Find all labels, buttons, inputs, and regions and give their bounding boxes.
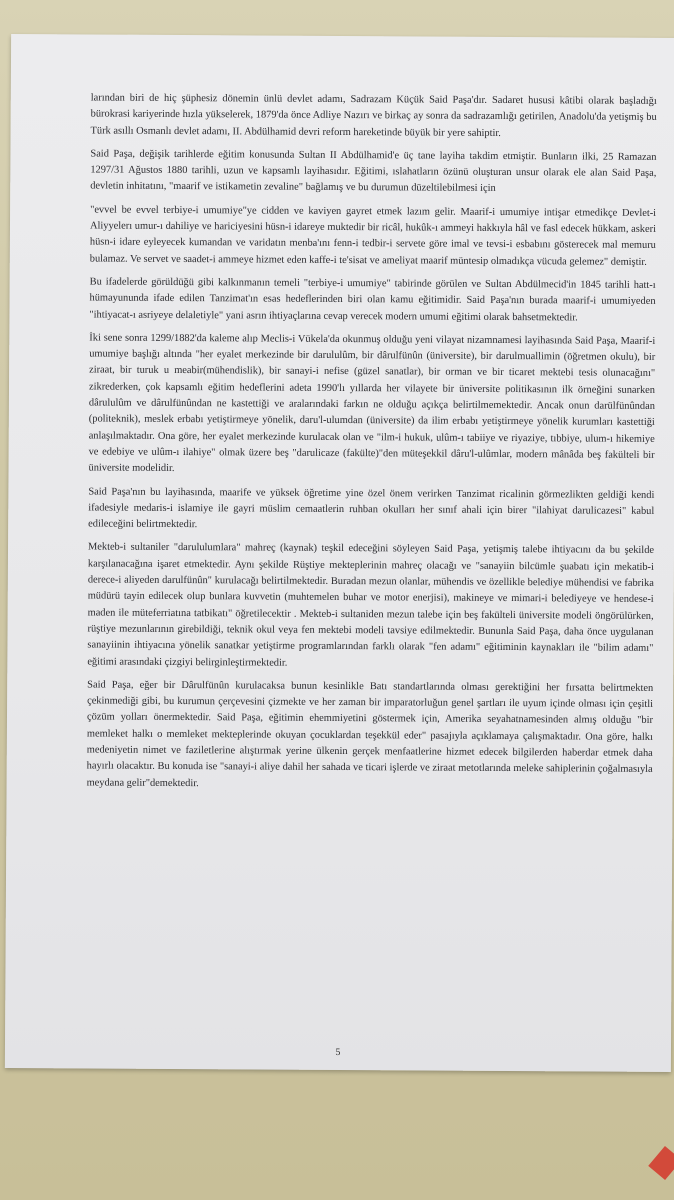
paragraph-1: larından biri de hiç şüphesiz dönemin ünlü devlet adamı, Sadrazam Küçük Said Paşa'dır. Sadaret hususi kâtibi olarak başladığı bürokrasi kariyerinde hızla yükselerek, 1879'da önce Adliye Nazırı ve birkaç ay sonra da sadrazamlığı getirilen, Anadolu'da yetişmiş bu Türk asıllı Osmanlı devlet adamı, II. Abdülhamid devri reform hareketinde büyük bir yere sahiptir.	[90, 92, 657, 139]
paragraph-4: Bu ifadelerde görüldüğü gibi kalkınmanın temeli "terbiye-i umumiye" tabirinde görülen ve Sultan Abdülmecid'in 1845 tarihli hatt-ı hümayununda ifade edilen Tanzimat'ın esas hedeflerinden biri olan kamu eğitimidir. Said Paşa'nın burada maarif-i umumiyeden "ihtiyacat-ı asriyeye delaletiyle" yani asrın ihtiyaçlarına cevap verecek modern umumi eğitimi olarak bahsetmektedir.	[89, 276, 656, 324]
paragraph-5: İki sene sonra 1299/1882'da kaleme alıp Meclis-i Vükela'da okunmuş olduğu yeni vilayat nizamnamesi layihasında Said Paşa, Maarif-i umumiye başlığı altında "her eyalet merkezinde bir darululûm, bir dârulfünûn (üniversite), bir darulmuallimin (öğretmen okulu), bir ziraat, bir turuk u meabir(mühendislik), bir sanayi-i nefise (güzel sanatlar), bir orman ve bir ticaret mektebi tesis olunacağını" zikrederken, çok kapsamlı eğitim hedeflerini adeta 1990'lı yıllarda her vilayete bir üniversite politikasının ilk örneğini sunarken dârululûm ve dârulfünûndan ne kastettiği ve aralarındaki farkın ne olduğu açıkça belirtilmemektedir. Ancak onun darülfünûndan (politeknik), meslek erbabı yetiştirmeye yönelik, daru'l-ulumdan (üniversite) da ilim erbabı yetiştirmeye yönelik kurumları kastettiği anlaşılmaktadır. Ona göre, her eyalet merkezinde kurulacak olan ve "ilm-i hukuk, ulûm-ı tabiiye ve riyaziye, tıbbiye, ulum-ı hikemiye ve edebiye ve ulûm-ı ilahiye" olmak üzere beş "darulicaze (fakülte)"den müteşekkil dâru'l-ulûmlar, modern mânâda beş fakülteli bir üniversite modelidir.	[88, 332, 656, 475]
page-number: 5	[335, 1046, 341, 1059]
paragraph-7: Mekteb-i sultaniler "darululumlara" mahreç (kaynak) teşkil edeceğini söyleyen Said Paşa, yetişmiş talebe ihtiyacını da bu şekilde karşılanacağına işaret etmektedir. Aynı şekilde Rüştiye mekteplerinin mahreç olacağı ve "sanayiin bilcümle şuabatı için mekatib-i derece-i aliyeden darulfünûn" kurulacağı belirtilmektedir. Buradan mezun olanlar, mühendis ve özellikle belediye mühendisi ve fabrika müdürü tayin edilecek olup bunlara kuvvetin (muhtemelen buhar ve motor enerjisi), makineye ve mimari-i belediyeye ve hendese-i maden ile müteferriatına tatbikatı" öğretilecektir . Mekteb-i sultaniden mezun talebe için beş fakülteli üniversite modeli öngörülürken, rüştiye mezunlarının girebildiği, teknik okul veya fen mektebi modeli tavsiye edilmektedir. Bununla Said Paşa, daha önce uygulanan sanayiinin ihtiyacına yönelik sanatkar yetiştirme programlarından farklı olarak "fen adamı" eğitiminin kaynakları ile "bilim adamı" eğitimi arasındaki çizgiyi belirginleştirmektedir.	[87, 541, 655, 669]
paragraph-8: Said Paşa, eğer bir Dârulfünûn kurulacaksa bunun kesinlikle Batı standartlarında olması gerektiğini her fırsatta belirtmekten çekinmediği gibi, bu kurumun çerçevesini çizmekte ve her zaman bir imparatorluğun genel şartları ile uyum içinde olması için çeşitli çözüm yolları önermektedir. Said Paşa, eğitimin ehemmiyetini göstermek için, Amerika seyahatnamesinden almış olduğu "bir memleket halkı o memleket mekteplerinde okuyan çocuklardan teşekkül eder" pasajıyla açıklamaya çalışmaktadır. Ona göre, halkı medeniyetin nimet ve faziletlerine alıştırmak yerine ülkenin gerçek menfaatlerine hizmet edecek bilgilerden haberdar etmek daha hayırlı olacaktır. Bu konuda ise "sanayi-i aliye dahil her sahada ve ticari işlerde ve ziraat metotlarında meleke sahiplerinin çoğalmasıyla meydana gelir"demektedir.	[86, 679, 654, 789]
paragraph-6: Said Paşa'nın bu layihasında, maarife ve yüksek öğretime yine özel önem verirken Tanzimat ricalinin görmezlikten geldiği kendi ifadesiyle medaris-i islamiye ile gayri müslim cemaatlerin ruhban okulları her sınıf ahali için birer "ilahiyat darulicazesi" kabul edileceğini belirtmektedir.	[88, 485, 655, 531]
printed-page	[5, 34, 674, 1072]
page-body	[86, 90, 656, 801]
paragraph-3-quote: "evvel be evvel terbiye-i umumiye"ye cidden ve kaviyen gayret etmek lazım gelir. Maarif-i umumiye intişar etmedikçe Devlet-i Aliyyelerı umur-ı dahiliye ve hariciyesini hüsn-i idareye muktedir bir ricâl, hukûk-ı ammeyi hakkıyla hâl ve fasl edecek hükkam, askeri hüsn-i idare eyleyecek kumandan ve varidatın menba'ını fenn-i tedbir-i servete göre imal ve tevsi-i esbabını gösterecek mal memuru bulamaz. Ve servet ve saadet-i ammeye hizmet eden kaffe-i te'sisat ve ameliyat maarif müntesip olmadıkça vücuda gelemez" demiştir.	[89, 204, 657, 268]
paragraph-2: Said Paşa, değişik tarihlerde eğitim konusunda Sultan II Abdülhamid'e üç tane layiha takdim etmiştir. Bunların ilki, 25 Ramazan 1297/31 Ağustos 1880 tarihli, uzun ve kapsamlı layihasıdır. Eğitimi, ıslahatların özünü oluşturan unsur olarak ele alan Said Paşa, devletin inhitatını, "maarif ve istikametin zevaline" bağlamış ve bu durumun düzeltilebilmesi için	[90, 148, 657, 195]
